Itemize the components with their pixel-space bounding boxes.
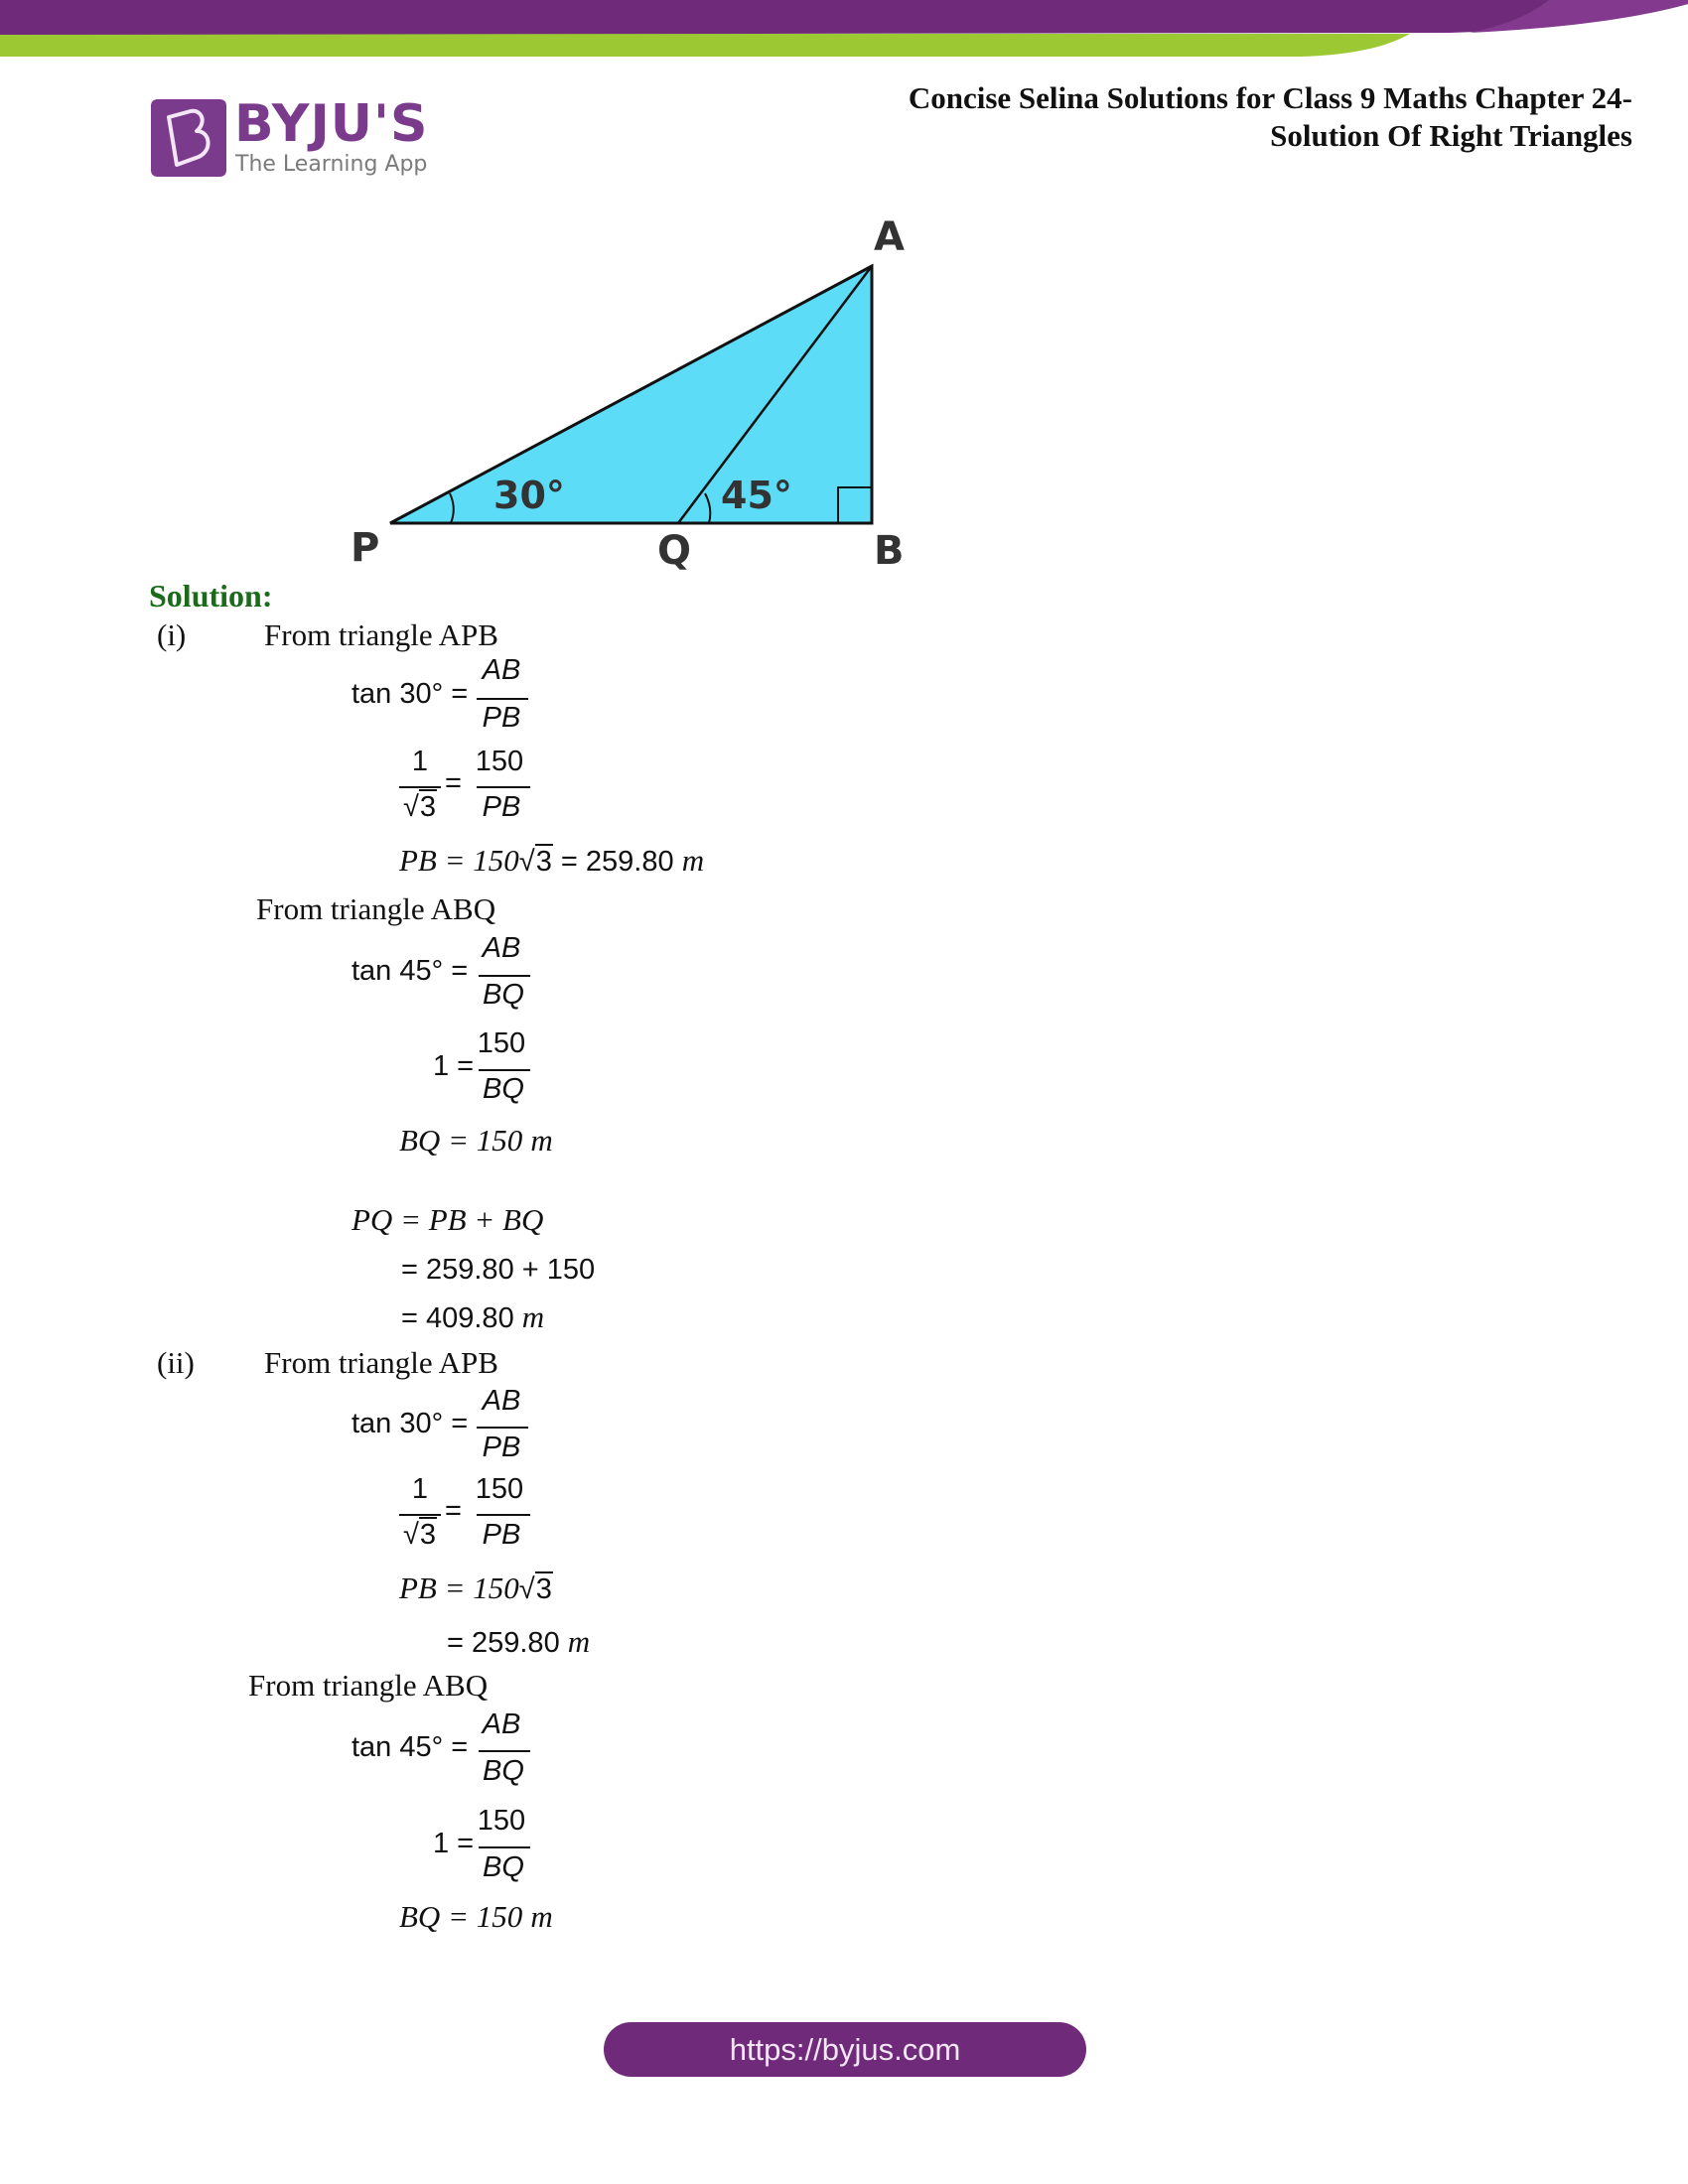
document-title-line-2: Solution Of Right Triangles: [1270, 118, 1632, 153]
document-title: [909, 79, 1632, 155]
p2-eq2-right-den: PB: [482, 1519, 521, 1551]
p2-tan45-num: AB: [482, 1708, 521, 1740]
p2-tan45-lhs: tan 45° =: [352, 1731, 469, 1763]
vertex-p-label: P: [351, 525, 380, 571]
angle-30-label: 30°: [493, 474, 565, 517]
p1-pb-result: PB = 150√3 = 259.80 m: [399, 843, 705, 878]
p2-pb-expression: PB = 150√3: [399, 1570, 552, 1605]
p2-tan45-fraction-bar: [479, 1750, 530, 1752]
p1-eq2-left-bar: [399, 786, 441, 788]
p2-eq2-equals: =: [445, 1495, 462, 1527]
p1-eq2-left-num: 1: [411, 746, 429, 777]
part-2-from-abq: From triangle ABQ: [248, 1668, 489, 1703]
angle-45-label: 45°: [721, 474, 792, 517]
part-1-from-abq: From triangle ABQ: [256, 891, 496, 926]
p1-tan45-fraction-bar: [479, 975, 530, 977]
p1-tan30-den: PB: [482, 702, 521, 734]
p1-eq2-equals: =: [445, 767, 462, 799]
p1-eq2-right-bar: [477, 786, 530, 788]
p1-eq5-den: BQ: [483, 1073, 524, 1105]
vertex-b-label: B: [874, 528, 905, 574]
part-2-from-apb: From triangle APB: [264, 1345, 498, 1380]
logo-tagline: The Learning App: [235, 152, 428, 177]
p1-tan45-lhs: tan 45° =: [352, 955, 469, 987]
p1-tan30-num: AB: [482, 654, 521, 686]
p1-eq5-num: 150: [477, 1027, 526, 1059]
p2-tan30-lhs: tan 30° =: [352, 1408, 469, 1439]
header-band: [0, 0, 1688, 60]
p1-eq2-right-num: 150: [475, 746, 524, 777]
byjus-b-logo-icon: [151, 99, 226, 177]
p1-tan30-lhs: tan 30° =: [352, 678, 469, 710]
p1-pq-sum: PQ = PB + BQ: [352, 1202, 544, 1237]
p2-eq2-left-bar: [399, 1514, 441, 1516]
p1-eq2-right-den: PB: [482, 791, 521, 823]
p2-tan30-den: PB: [482, 1432, 521, 1463]
p2-tan30-fraction-bar: [477, 1427, 528, 1429]
triangle-figure: [338, 208, 933, 576]
p1-pq-substitution: = 259.80 + 150: [401, 1254, 596, 1286]
p1-tan45-den: BQ: [483, 979, 524, 1011]
p2-eq6-den: BQ: [483, 1851, 524, 1883]
p2-tan45-den: BQ: [483, 1755, 524, 1787]
p2-pb-result: = 259.80 m: [447, 1624, 591, 1659]
p1-pq-result: = 409.80 m: [401, 1299, 545, 1334]
p2-tan30-num: AB: [482, 1385, 521, 1417]
p1-eq2-left-den: √3: [402, 791, 437, 823]
vertex-a-label: A: [874, 214, 905, 260]
document-title-line-1: Concise Selina Solutions for Class 9 Maths Chapter 24-: [908, 80, 1632, 115]
part-1-from-apb: From triangle APB: [264, 617, 498, 652]
footer-link-byjus[interactable]: https://byjus.com: [604, 2022, 1086, 2077]
part-1-label: (i): [157, 617, 187, 652]
p1-bq-result: BQ = 150 m: [399, 1123, 553, 1158]
p2-eq2-right-num: 150: [475, 1473, 524, 1505]
part-2-label: (ii): [157, 1345, 195, 1380]
p2-eq6-bar: [479, 1846, 530, 1848]
p2-eq2-left-num: 1: [411, 1473, 429, 1505]
p1-eq5-bar: [479, 1069, 530, 1071]
vertex-q-label: Q: [657, 528, 692, 574]
p1-eq5-lhs: 1 =: [433, 1050, 475, 1082]
p2-bq-result: BQ = 150 m: [399, 1899, 553, 1934]
p2-eq6-num: 150: [477, 1805, 526, 1837]
p2-eq2-left-den: √3: [402, 1519, 437, 1551]
p1-tan45-num: AB: [482, 932, 521, 964]
p1-tan30-fraction-bar: [477, 698, 528, 700]
p2-eq2-right-bar: [477, 1514, 530, 1516]
logo-wordmark: BYJU'S: [234, 94, 429, 154]
p2-eq6-lhs: 1 =: [433, 1828, 475, 1859]
solution-heading: Solution:: [149, 578, 273, 614]
